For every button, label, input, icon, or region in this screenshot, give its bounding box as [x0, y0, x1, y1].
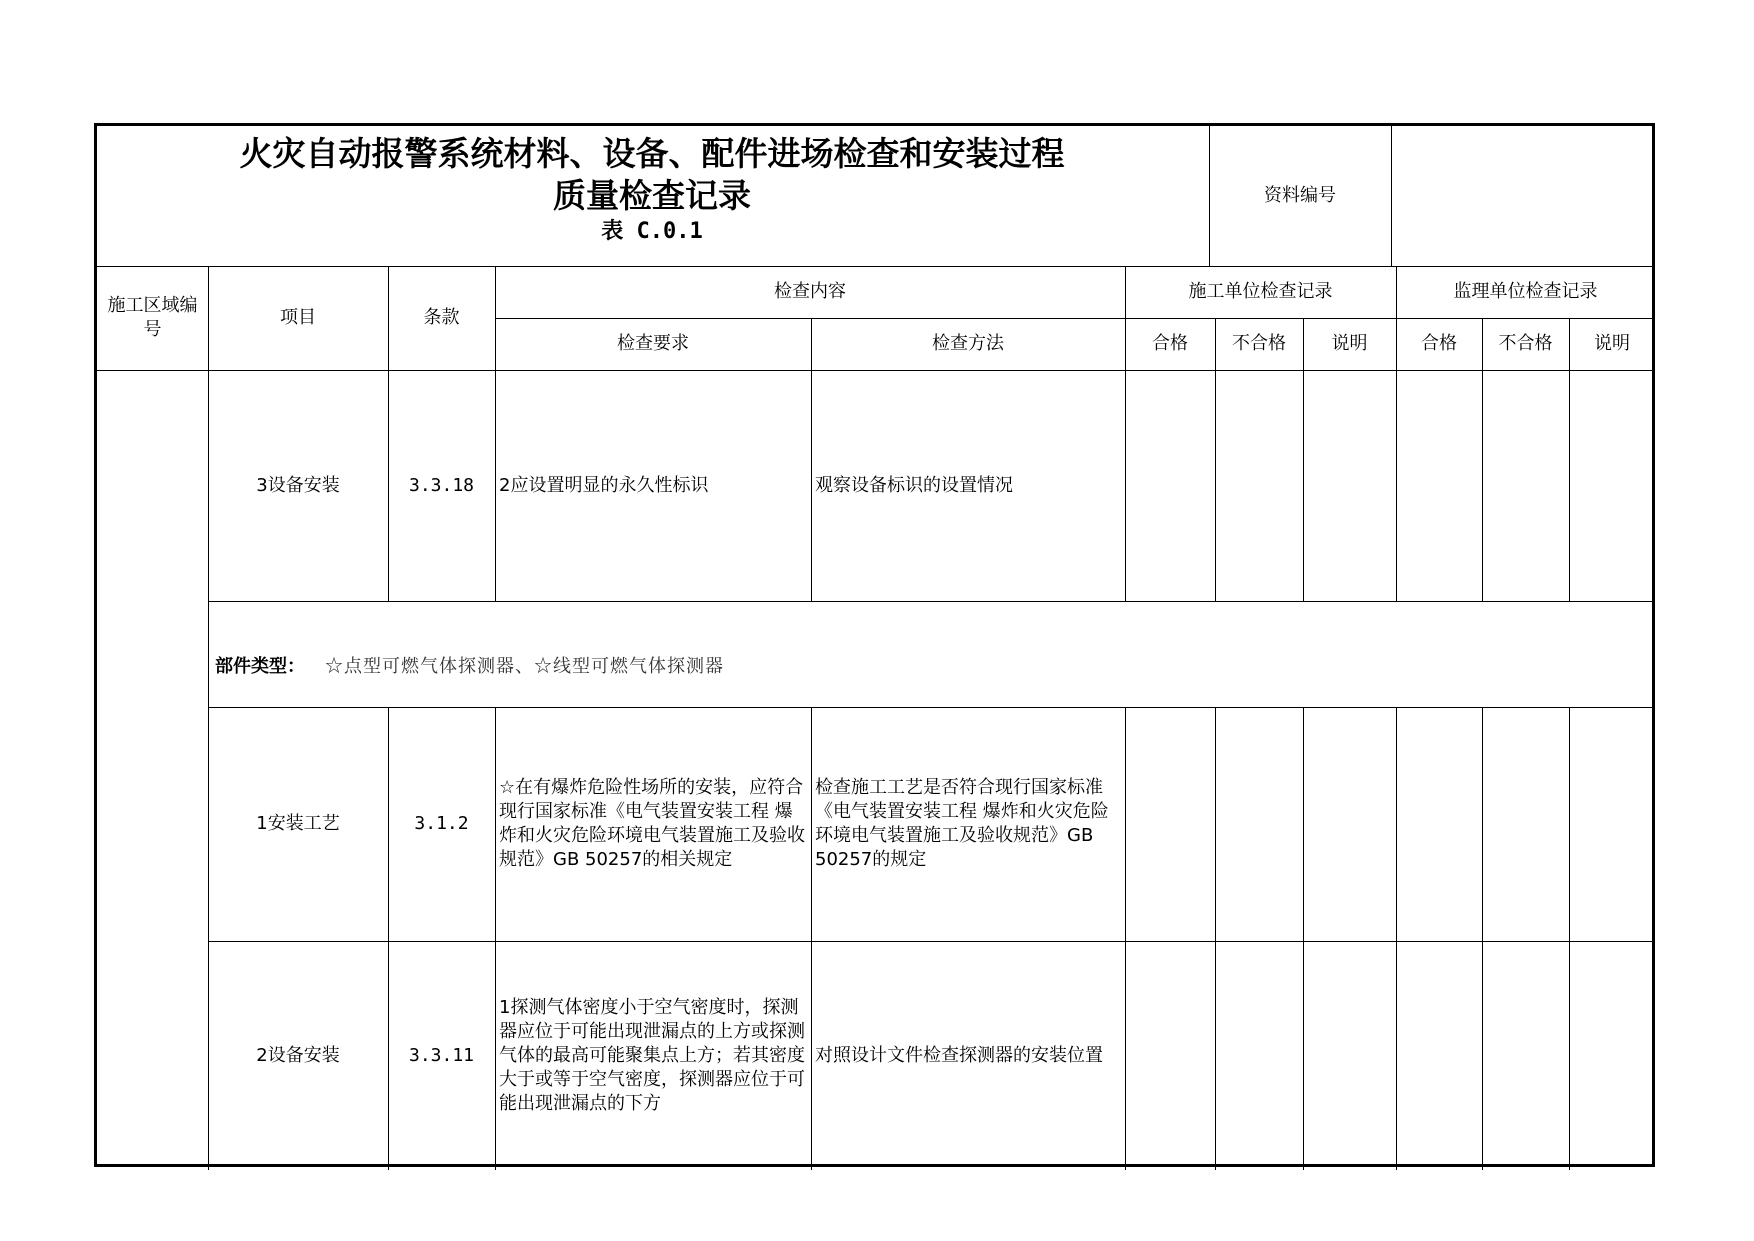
row3-supervisor-pass-cell[interactable]	[1396, 941, 1482, 1170]
table-number: 表 C.0.1	[601, 219, 703, 244]
grid-line	[1391, 126, 1392, 266]
row1-supervisor-fail-cell[interactable]	[1482, 370, 1569, 601]
header-supervisor-note: 说明	[1594, 333, 1630, 354]
grid-line	[208, 601, 1655, 602]
row1-item: 3设备安装	[256, 474, 340, 496]
grid-line	[811, 707, 812, 1170]
grid-line	[811, 318, 812, 601]
row3-constructor-fail-cell[interactable]	[1215, 941, 1303, 1170]
form-title-line2: 质量检查记录	[553, 176, 751, 215]
row3-constructor-note-cell[interactable]	[1303, 941, 1396, 1170]
header-constructor-fail: 不合格	[1232, 333, 1286, 354]
grid-line	[1209, 126, 1210, 266]
form-title-line1: 火灾自动报警系统材料、设备、配件进场检查和安装过程	[239, 134, 1065, 173]
row1-constructor-fail-cell[interactable]	[1215, 370, 1303, 601]
row2-constructor-fail-cell[interactable]	[1215, 707, 1303, 941]
row3-supervisor-fail-cell[interactable]	[1482, 941, 1569, 1170]
row2-constructor-pass-cell[interactable]	[1125, 707, 1215, 941]
row1-clause: 3.3.18	[408, 474, 475, 496]
row3-method: 对照设计文件检查探测器的安装位置	[815, 1044, 1103, 1066]
grid-line	[388, 707, 389, 1170]
row1-supervisor-note-cell[interactable]	[1569, 370, 1655, 601]
row1-constructor-pass-cell[interactable]	[1125, 370, 1215, 601]
grid-line	[495, 318, 1655, 319]
header-supervisor-record: 监理单位检查记录	[1453, 281, 1598, 302]
row1-requirement: 2应设置明显的永久性标识	[499, 474, 709, 496]
doc-number-value[interactable]	[1391, 126, 1655, 266]
header-requirement: 检查要求	[617, 333, 689, 354]
row1-method: 观察设备标识的设置情况	[815, 474, 1013, 496]
row2-clause: 3.1.2	[414, 813, 469, 834]
header-clause: 条款	[423, 307, 460, 328]
header-constructor-record: 施工单位检查记录	[1188, 281, 1333, 302]
grid-line	[495, 266, 496, 601]
grid-line	[97, 266, 1655, 267]
row3-constructor-pass-cell[interactable]	[1125, 941, 1215, 1170]
header-constructor-note: 说明	[1331, 333, 1368, 354]
row2-supervisor-note-cell[interactable]	[1569, 707, 1655, 941]
grid-line	[495, 707, 496, 1170]
grid-line	[388, 266, 389, 601]
grid-line	[208, 266, 209, 1170]
row2-method: 检查施工工艺是否符合现行国家标准《电气装置安装工程 爆炸和火灾危险环境电气装置施工及验收规范》GB 50257的规定	[815, 777, 1109, 870]
row1-constructor-note-cell[interactable]	[1303, 370, 1396, 601]
inspection-record-sheet	[94, 123, 1655, 1167]
doc-number-label: 资料编号	[1264, 185, 1336, 206]
row3-supervisor-note-cell[interactable]	[1569, 941, 1655, 1170]
header-supervisor-fail: 不合格	[1498, 333, 1553, 354]
row2-supervisor-pass-cell[interactable]	[1396, 707, 1482, 941]
header-method: 检查方法	[932, 333, 1004, 354]
header-area-code: 施工区域编号	[107, 295, 198, 340]
header-supervisor-pass: 合格	[1421, 333, 1457, 354]
row1-supervisor-pass-cell[interactable]	[1396, 370, 1482, 601]
header-inspection-content: 检查内容	[774, 281, 846, 302]
header-constructor-pass: 合格	[1152, 333, 1188, 354]
component-type-row	[205, 612, 724, 718]
row2-item: 1安装工艺	[256, 813, 340, 834]
row3-clause: 3.3.11	[408, 1044, 475, 1066]
header-item: 项目	[280, 307, 316, 328]
row2-requirement: ☆在有爆炸危险性场所的安装，应符合现行国家标准《电气装置安装工程 爆炸和火灾危险环境电气装置施工及验收规范》GB 50257的相关规定	[499, 777, 805, 870]
component-type-options: ☆点型可燃气体探测器、☆线型可燃气体探测器	[325, 656, 724, 677]
row2-supervisor-fail-cell[interactable]	[1482, 707, 1569, 941]
row3-requirement: 1探测气体密度小于空气密度时，探测器应位于可能出现泄漏点的上方或探测气体的最高可能聚集点上方；若其密度大于或等于空气密度，探测器应位于可能出现泄漏点的下方	[499, 996, 805, 1114]
row2-constructor-note-cell[interactable]	[1303, 707, 1396, 941]
row3-item: 2设备安装	[256, 1044, 340, 1066]
component-type-label: 部件类型：	[215, 656, 305, 677]
